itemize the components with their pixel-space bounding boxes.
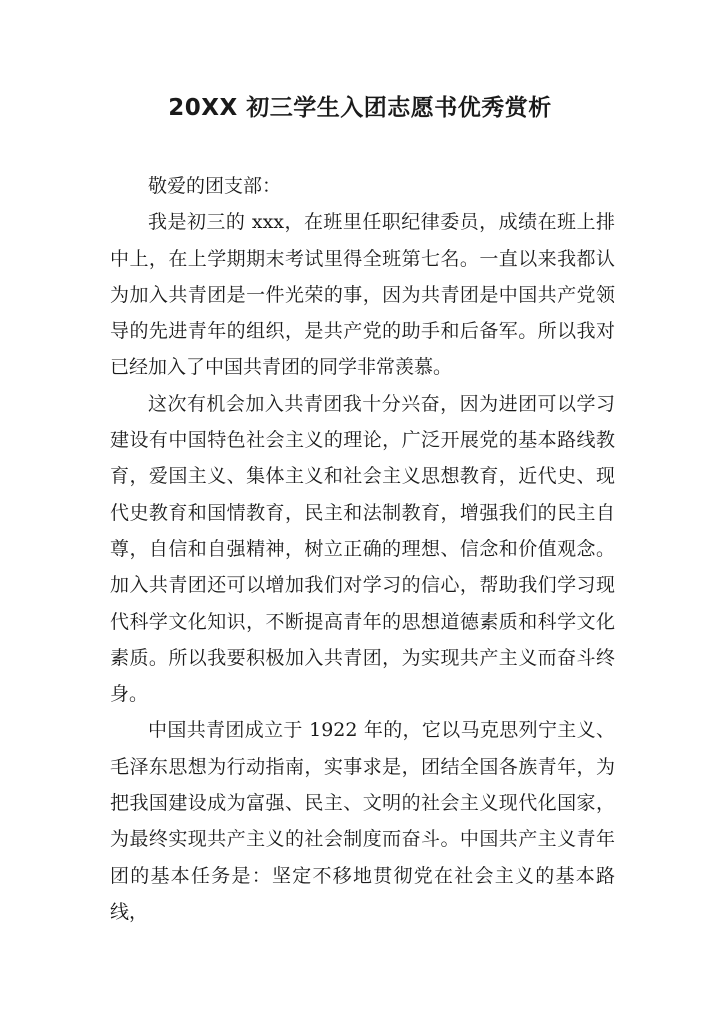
paragraph-1: 我是初三的 xxx，在班里任职纪律委员，成绩在班上排中上，在上学期期末考试里得全班第七名。一直以来我都认为加入共青团是一件光荣的事，因为共青团是中国共产党领导的先进青年的组织，是共产党的助手和后备军。所以我对已经加入了中国共青团的同学非常羡慕。 <box>110 211 615 379</box>
paragraph-2: 这次有机会加入共青团我十分兴奋，因为进团可以学习建设有中国特色社会主义的理论，广泛开展党的基本路线教育，爱国主义、集体主义和社会主义思想教育，近代史、现代史教育和国情教育，民主和法制教育，增强我们的民主自尊，自信和自强精神，树立正确的理想、信念和价值观念。加入共青团还可以增加我们对学习的信心，帮助我们学习现代科学文化知识，不断提高青年的思想道德素质和科学文化素质。所以我要积极加入共青团，为实现共产主义而奋斗终身。 <box>110 392 615 706</box>
document-title: 20XX 初三学生入团志愿书优秀赏析 <box>168 95 552 121</box>
paragraph-3: 中国共青团成立于 1922 年的，它以马克思列宁主义、毛泽东思想为行动指南，实事求是，团结全国各族青年，为把我国建设成为富强、民主、文明的社会主义现代化国家，为最终实现共产主义的社会制度而奋斗。中国共产主义青年团的基本任务是：坚定不移地贯彻党在社会主义的基本路线， <box>110 719 615 923</box>
document-body <box>110 168 615 930</box>
salutation: 敬爱的团支部： <box>148 175 282 197</box>
